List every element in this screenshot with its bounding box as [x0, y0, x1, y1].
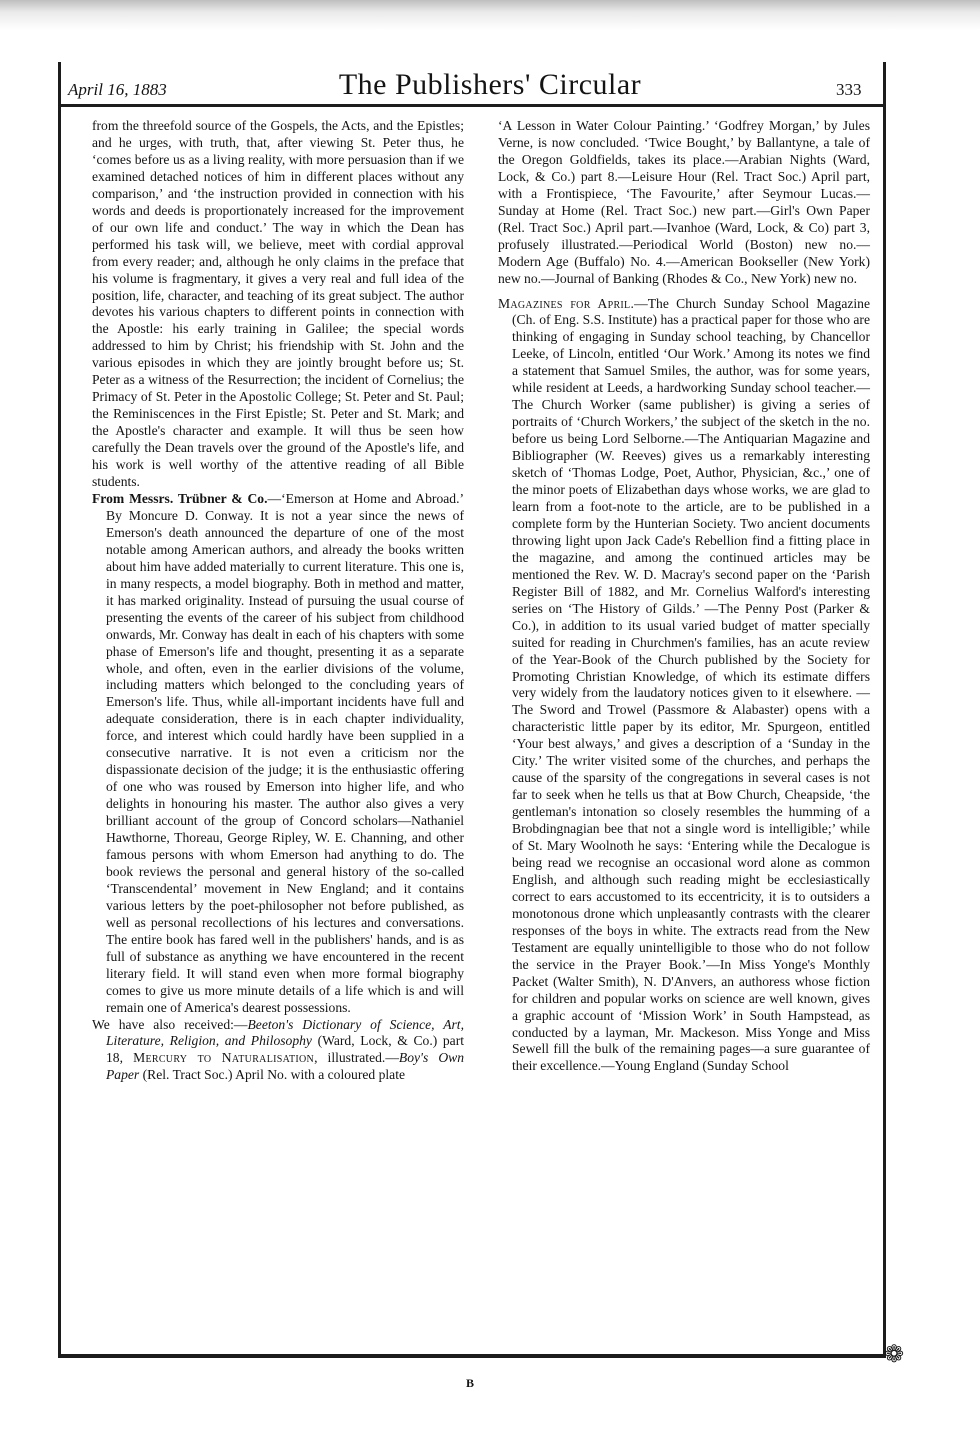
beeton-illustrated: , illustrated.—	[314, 1050, 399, 1066]
magazines-lead: Magazines for April.	[498, 295, 635, 311]
magazines-paragraph	[498, 296, 870, 1076]
left-column	[92, 118, 464, 1084]
beeton-title: Beeton's Dictionary of Science, Art, Literature, Religion, and Philosophy	[106, 1016, 464, 1049]
boys-own-title: Boy's Own Paper	[106, 1050, 464, 1083]
dean-review-paragraph: from the threefold source of the Gospels, the Acts, and the Epistles; and he urges, with truth, that, after viewing St. Peter thus, he ‘comes before us as a living reality, with more persuasion than if we examined detached notices of him in different places without any comparison,’ and ‘the instruction provided in connection with his words and deeds is proportionately increased for the improvement of our own life and conduct.’ The way in which the Dean has performed his task will, we believe, meet with cordial approval from every reader; and, although he only claims in the preface that his volume is fragmentary, it gives a very real and full idea of the position, life, character, and teaching of its great subject. The author devotes his various chapters to different points in connection with the Apostle: his early training in Galilee; the special words addressed to him by Christ; his friendship with St. John and the various episodes in which they are jointly brought before us; St. Peter as a witness of the Resurrection; the incident of Cornelius; the Primacy of St. Peter in the Apostolic College; St. Peter and St. Paul; the Reminiscences in the First Epistle; St. Peter and St. Mark; and the Apostle's character and example. It will thus be seen how carefully the Dean travels over the ground of the Apostle's life, and his work is well worthy of the attentive reading of all Bible students.	[92, 118, 464, 490]
trubner-text: —‘Emerson at Home and Abroad.’ By Moncure D. Conway. It is not a year since the news of Emerson's death announced the departure of one of the most notable among American authors, and already the books written about him have added materially to current literature. This one is, in many respects, a model biography. Both in method and matter, it has marked originality. Instead of pursuing the usual course of presenting the events of the career of his subject from childhood onwards, Mr. Conway has dealt in each of his chapters with some phase of Emerson's life and thought, presenting it as a separate whole, and often, even in the earlier divisions of the volume, including matters which belonged to the concluding years of Emerson's life. Thus, while all-important incidents have full and adequate consideration, there is in each chapter individuality, force, and interest which could hardly have been supplied in a consecutive narrative. It is not even a criticism nor the dispassionate decision of the judge; it is the enthusiastic offering of one who was roused by Emerson into higher life, and who delights in honouring his master. The author also gives a very brilliant account of the group of Concord scholars—Nathaniel Hawthorne, Thoreau, George Ripley, W. E. Channing, and other famous persons with whom Emerson had anything to do. The book reviews the personal and general history of the so-called ‘Transcendental’ movement in New England; and it contains various letters by the poet-philosopher not before published, as well as personal recollections of his lectures and conversations. The entire book has fared well in the publishers' hands, and is as full of substance as anything we have encountered in the recent literary field. It will stand even when more formal biography comes to give us more minute details of a life which is and will remain one of America's dearest possessions.	[106, 490, 465, 1015]
magazines-text: —The Church Sunday School Magazine (Ch. of Eng. S.S. Institute) has a practical paper for those who are thinking of engaging in Sunday school teaching, by Chancellor Leeke, of Lincoln, entitled ‘Our Work.’ Among its notes we find a statement that Samuel Smiles, the author, was for some years, while resident at Leeds, a hardworking Sunday school teacher.—The Church Worker (same publisher) is giving a series of portraits of ‘Church Workers,’ the subject of the sketch in the no. before us being Lord Selborne.—The Antiquarian Magazine and Bibliographer (W. Reeves) gives us a remarkably interesting sketch of ‘Thomas Lodge, Poet, Author, Physician, &c.,’ one of the minor poets of Elizabethan days whose works, we are glad to learn from a foot-note to the article, are to be published in a complete form by the Hunterian Society. Two ancient documents throwing light upon Jack Cade's Rebellion find a fitting place in the magazine, and among the continued articles may be mentioned the Rev. W. D. Macray's second paper on the ‘Parish Register Bill of 1882, and Mr. Cornelius Walford's interesting series on ‘The History of Gilds.’ —The Penny Post (Parker & Co.), in addition to its usual varied budget of matter specially suited for reading in Churchmen's families, has an acute review of the Year-Book of the Church published by the Society for Promoting Christian Knowledge, of which its estimate differs very widely from the laudatory notices given to it elsewhere. —The Sword and Trowel (Passmore & Alabaster) opens with a characteristic little paper by its editor, Mr. Spurgeon, entitled ‘Your best always,’ and gives a description of a ‘Sunday in the City.’ The writer visited some of the churches, and perhaps the cause of the sparsity of the congregations in several cases is not far to seek when he tells us that at Bow Church, Cheapside, ‘the gentleman's intonation so closely resembles the humming of a Brobdingnagian bee that not a single word is intelligible;’ while of St. Mary Woolnoth he says: ‘Entering while the Decalogue is being read we recognise an occasional word alone as common English, and although such reading might be ecclesiastically correct to ears accustomed to its eccentricity, it is to outsiders a monotonous drone which unpleasantly contrasts with the clearer responses of the boys in white. The extracts read from the New Testament are equally unintelligible to those who do not follow the service in the Prayer Book.’—In Miss Yonge's Monthly Packet (Walter Smith), N. D'Anvers, an authoress whose fiction for children and popular works on science are well known, gives a graphic account of ‘Mission Work’ in South Hampstead, as conducted by a layman, Mr. Mackeson. Miss Yonge and Miss Sewell fill the bulk of the remaining pages—a sure guarantee of their excellence.—Young England (Sunday School	[512, 295, 870, 1074]
trubner-paragraph	[92, 491, 464, 1017]
corner-ornament-icon: ❁	[884, 1342, 905, 1368]
received-lead: We have also received:—	[92, 1016, 248, 1032]
page-number: 333	[836, 80, 862, 99]
beeton-range: Mercury to Naturalisation	[133, 1050, 315, 1066]
signature-mark: B	[466, 1376, 475, 1390]
scan-edge	[0, 0, 980, 30]
right-column	[498, 118, 870, 1075]
journal-title: The Publishers' Circular	[338, 68, 642, 101]
received-paragraph	[92, 1017, 464, 1085]
received-continued-paragraph: ‘A Lesson in Water Colour Painting.’ ‘Godfrey Morgan,’ by Jules Verne, is now concluded. ‘Twice Bought,’ by Ballantyne, a tale of the Oregon Goldfields, takes its place.—Arabian Nights (Ward, Lock, & Co.) part 8.—Leisure Hour (Rel. Tract Soc.) April part, with a Frontispiece, ‘The Favourite,’ after Seymour Lucas.—Sunday at Home (Rel. Tract Soc.) new part.—Girl's Own Paper (Rel. Tract Soc.) April part.—Ivanhoe (Ward, Lock, & Co) part 3, profusely illustrated.—Periodical World (Boston) new no.—Modern Age (Buffalo) No. 4.—American Bookseller (New York) new no.—Journal of Banking (Rhodes & Co., New York) new no.	[498, 118, 870, 286]
trubner-lead: From Messrs. Trübner & Co.	[92, 490, 268, 506]
beeton-details: (Ward, Lock, & Co.) part 18,	[106, 1033, 465, 1066]
header-date: April 16, 1883	[68, 80, 167, 99]
header-rule	[58, 104, 886, 107]
boys-own-details: (Rel. Tract Soc.) April No. with a coloured plate	[139, 1067, 406, 1083]
